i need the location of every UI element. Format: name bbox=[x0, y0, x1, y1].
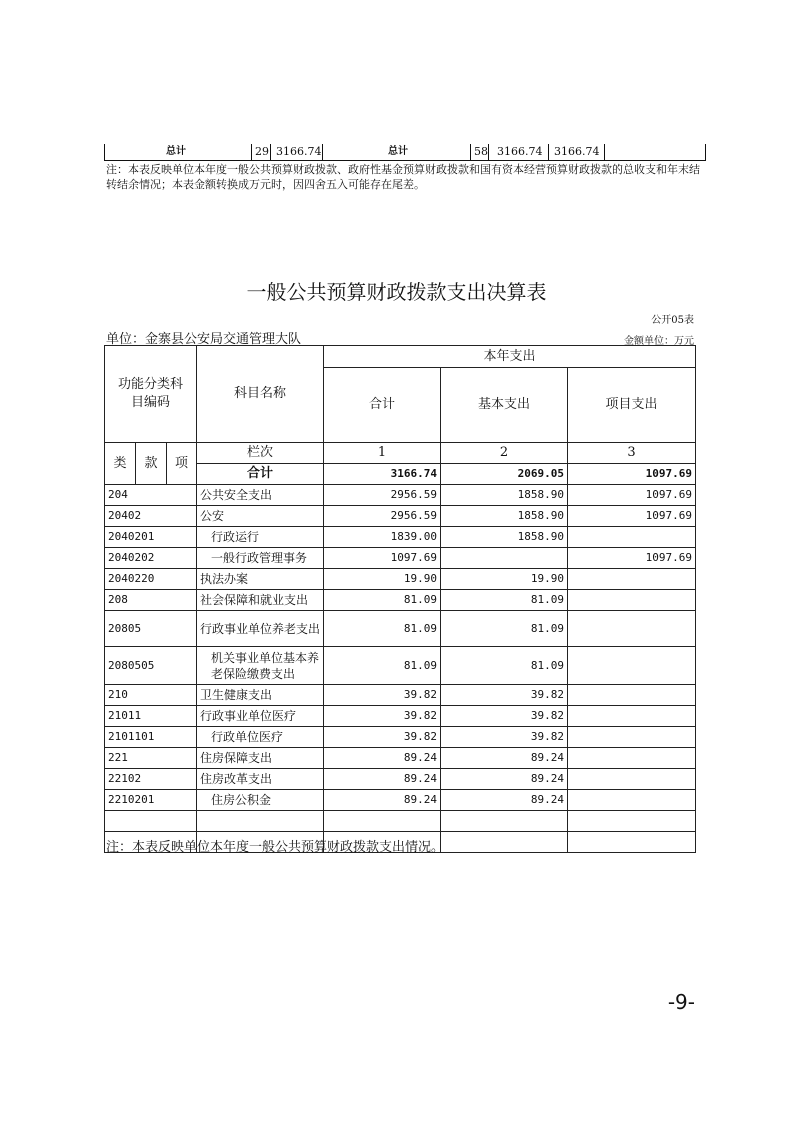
row-basic: 81.09 bbox=[441, 611, 568, 647]
page-title: 一般公共预算财政拨款支出决算表 bbox=[246, 280, 547, 304]
prev-amount-right-2: 3166.74 bbox=[554, 145, 600, 158]
header-col3: 3 bbox=[568, 443, 696, 464]
header-basic: 基本支出 bbox=[441, 368, 568, 443]
row-name: 机关事业单位基本养老保险缴费支出 bbox=[197, 647, 324, 685]
row-name: 行政事业单位养老支出 bbox=[197, 611, 324, 647]
row-total: 89.24 bbox=[324, 790, 441, 811]
row-total: 1097.69 bbox=[324, 548, 441, 569]
total-row-project: 1097.69 bbox=[568, 464, 696, 485]
row-project bbox=[568, 527, 696, 548]
row-project bbox=[568, 590, 696, 611]
total-row-basic: 2069.05 bbox=[441, 464, 568, 485]
previous-table-note: 注：本表反映单位本年度一般公共预算财政拨款、政府性基金预算财政拨款和国有资本经营预算财政拨款的总收支和年末结转结余情况；本表金额转换成万元时，因四舍五入可能存在尾差。 bbox=[106, 163, 700, 191]
header-kuan: 款 bbox=[136, 443, 167, 485]
row-name: 住房改革支出 bbox=[197, 769, 324, 790]
row-name: 公安 bbox=[197, 506, 324, 527]
row-name: 行政运行 bbox=[197, 527, 324, 548]
row-code: 22102 bbox=[105, 769, 197, 790]
row-basic: 1858.90 bbox=[441, 527, 568, 548]
table-empty-row bbox=[105, 811, 696, 832]
header-func-code: 功能分类科目编码 bbox=[105, 346, 197, 443]
row-total: 89.24 bbox=[324, 748, 441, 769]
row-name: 卫生健康支出 bbox=[197, 685, 324, 706]
row-project bbox=[568, 769, 696, 790]
row-total: 1839.00 bbox=[324, 527, 441, 548]
table-note: 注：本表反映单位本年度一般公共预算财政拨款支出情况。 bbox=[106, 840, 445, 855]
row-project bbox=[568, 706, 696, 727]
row-code: 20805 bbox=[105, 611, 197, 647]
prev-row-no-right: 58 bbox=[474, 145, 488, 158]
row-project: 1097.69 bbox=[568, 506, 696, 527]
header-col2: 2 bbox=[441, 443, 568, 464]
table-row bbox=[105, 647, 696, 685]
previous-table-bottom-border bbox=[104, 160, 706, 161]
row-basic bbox=[441, 548, 568, 569]
header-lei: 类 bbox=[105, 443, 136, 485]
row-basic: 81.09 bbox=[441, 590, 568, 611]
row-project bbox=[568, 790, 696, 811]
header-col1: 1 bbox=[324, 443, 441, 464]
row-name: 住房公积金 bbox=[197, 790, 324, 811]
row-basic: 39.82 bbox=[441, 706, 568, 727]
row-name: 社会保障和就业支出 bbox=[197, 590, 324, 611]
table-row bbox=[105, 727, 696, 748]
prev-amount-right-1: 3166.74 bbox=[497, 145, 543, 158]
table-row bbox=[105, 506, 696, 527]
row-project bbox=[568, 647, 696, 685]
row-code: 2040220 bbox=[105, 569, 197, 590]
header-project: 项目支出 bbox=[568, 368, 696, 443]
row-code: 2080505 bbox=[105, 647, 197, 685]
row-basic: 19.90 bbox=[441, 569, 568, 590]
row-name: 行政单位医疗 bbox=[197, 727, 324, 748]
row-code: 210 bbox=[105, 685, 197, 706]
row-code: 2210201 bbox=[105, 790, 197, 811]
row-project bbox=[568, 611, 696, 647]
prev-amount-left: 3166.74 bbox=[276, 145, 322, 158]
header-current-year: 本年支出 bbox=[324, 346, 696, 368]
row-project bbox=[568, 685, 696, 706]
total-row-total: 3166.74 bbox=[324, 464, 441, 485]
row-project bbox=[568, 569, 696, 590]
table-row bbox=[105, 611, 696, 647]
table-row bbox=[105, 685, 696, 706]
table-row bbox=[105, 569, 696, 590]
prev-total-label-right: 总计 bbox=[388, 146, 408, 157]
amount-unit-label: 金额单位：万元 bbox=[624, 336, 694, 347]
row-total: 39.82 bbox=[324, 685, 441, 706]
row-project: 1097.69 bbox=[568, 485, 696, 506]
header-subject-name: 科目名称 bbox=[197, 346, 324, 443]
row-project bbox=[568, 748, 696, 769]
row-total: 81.09 bbox=[324, 590, 441, 611]
row-code: 21011 bbox=[105, 706, 197, 727]
page-number: -9- bbox=[667, 990, 695, 1014]
row-project bbox=[568, 727, 696, 748]
row-total: 81.09 bbox=[324, 647, 441, 685]
unit-label: 单位：金寨县公安局交通管理大队 bbox=[106, 332, 302, 347]
previous-table-total-row bbox=[104, 144, 706, 160]
table-row bbox=[105, 706, 696, 727]
row-code: 208 bbox=[105, 590, 197, 611]
row-name: 公共安全支出 bbox=[197, 485, 324, 506]
row-basic: 39.82 bbox=[441, 685, 568, 706]
row-code: 204 bbox=[105, 485, 197, 506]
row-basic: 81.09 bbox=[441, 647, 568, 685]
row-basic: 1858.90 bbox=[441, 485, 568, 506]
row-total: 19.90 bbox=[324, 569, 441, 590]
table-row bbox=[105, 769, 696, 790]
row-basic: 89.24 bbox=[441, 769, 568, 790]
table-row bbox=[105, 590, 696, 611]
table-row bbox=[105, 485, 696, 506]
row-name: 执法办案 bbox=[197, 569, 324, 590]
row-name: 一般行政管理事务 bbox=[197, 548, 324, 569]
row-total: 2956.59 bbox=[324, 506, 441, 527]
budget-expenditure-table bbox=[104, 345, 696, 853]
header-column-no: 栏次 bbox=[197, 443, 324, 464]
row-basic: 1858.90 bbox=[441, 506, 568, 527]
row-basic: 89.24 bbox=[441, 748, 568, 769]
row-total: 2956.59 bbox=[324, 485, 441, 506]
row-name: 行政事业单位医疗 bbox=[197, 706, 324, 727]
row-basic: 89.24 bbox=[441, 790, 568, 811]
header-xiang: 项 bbox=[167, 443, 197, 485]
row-total: 39.82 bbox=[324, 727, 441, 748]
row-code: 2040201 bbox=[105, 527, 197, 548]
table-row bbox=[105, 527, 696, 548]
row-total: 89.24 bbox=[324, 769, 441, 790]
prev-total-label-left: 总计 bbox=[166, 146, 186, 157]
row-code: 2040202 bbox=[105, 548, 197, 569]
row-project: 1097.69 bbox=[568, 548, 696, 569]
row-name: 住房保障支出 bbox=[197, 748, 324, 769]
row-basic: 39.82 bbox=[441, 727, 568, 748]
row-code: 2101101 bbox=[105, 727, 197, 748]
prev-row-no-left: 29 bbox=[255, 145, 269, 158]
row-total: 39.82 bbox=[324, 706, 441, 727]
form-number: 公开05表 bbox=[651, 315, 694, 326]
row-code: 221 bbox=[105, 748, 197, 769]
table-row bbox=[105, 748, 696, 769]
total-row-label: 合计 bbox=[197, 464, 324, 485]
table-row bbox=[105, 548, 696, 569]
header-total: 合计 bbox=[324, 368, 441, 443]
row-code: 20402 bbox=[105, 506, 197, 527]
table-row bbox=[105, 790, 696, 811]
row-total: 81.09 bbox=[324, 611, 441, 647]
